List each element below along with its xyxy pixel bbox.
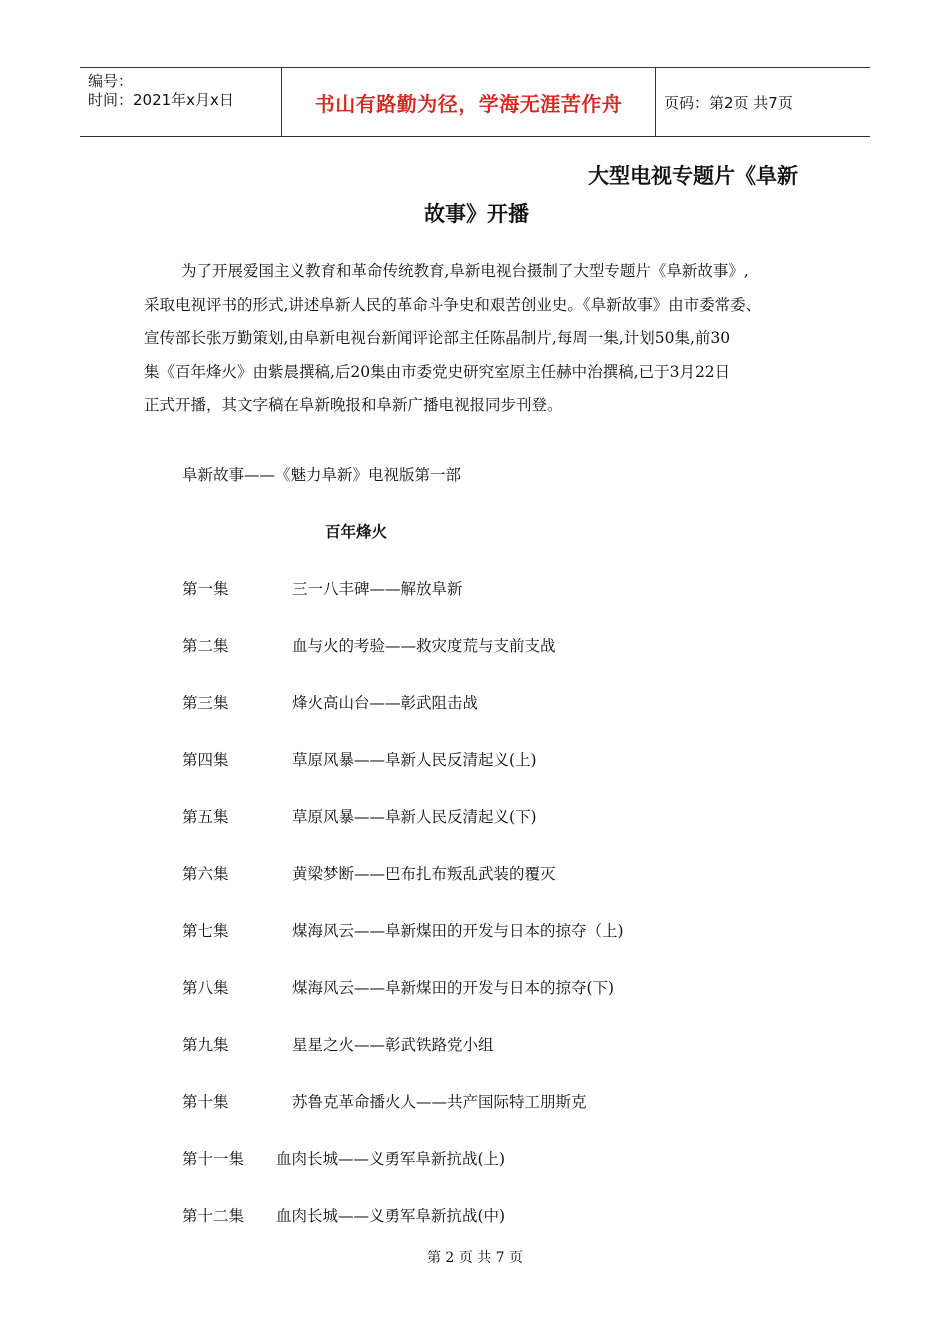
episode-row bbox=[182, 1204, 506, 1226]
episode-row bbox=[182, 919, 624, 941]
episode-title: 煤海风云——阜新煤田的开发与日本的掠夺（上) bbox=[292, 922, 624, 940]
episode-row bbox=[182, 748, 537, 770]
header-meta bbox=[80, 68, 282, 136]
article-title-line-2: 故事》开播 bbox=[424, 202, 529, 226]
episode-number: 第二集 bbox=[182, 637, 229, 655]
episode-number: 第五集 bbox=[182, 808, 229, 826]
intro-paragraph bbox=[144, 255, 834, 423]
episode-row bbox=[182, 577, 463, 599]
document-header bbox=[80, 67, 870, 137]
episode-row bbox=[182, 862, 556, 884]
code-label: 编号： bbox=[88, 72, 134, 90]
episode-row bbox=[182, 1090, 587, 1112]
episode-title: 煤海风云——阜新煤田的开发与日本的掠夺(下) bbox=[292, 979, 615, 997]
episode-number: 第三集 bbox=[182, 694, 229, 712]
time-label: 时间：2021年x月x日 bbox=[88, 91, 234, 109]
paragraph-line: 集《百年烽火》由紫晨撰稿,后20集由市委党史研究室原主任赫中治撰稿,已于3月22日 bbox=[144, 362, 731, 381]
episode-title: 草原风暴——阜新人民反清起义(上) bbox=[292, 751, 537, 769]
episode-row bbox=[182, 1033, 494, 1055]
episode-title: 星星之火——彰武铁路党小组 bbox=[292, 1036, 494, 1054]
episode-number: 第八集 bbox=[182, 979, 229, 997]
episode-title: 苏鲁克革命播火人——共产国际特工朋斯克 bbox=[292, 1093, 587, 1111]
episode-title: 血与火的考验——救灾度荒与支前支战 bbox=[292, 637, 556, 655]
episode-title: 血肉长城——义勇军阜新抗战(上) bbox=[276, 1150, 506, 1168]
episode-title: 黄梁梦断——巴布扎布叛乱武装的覆灭 bbox=[292, 865, 556, 883]
episode-number: 第十一集 bbox=[182, 1150, 245, 1168]
episode-row bbox=[182, 1147, 506, 1169]
episode-row bbox=[182, 634, 556, 656]
paragraph-line: 正式开播，其文字稿在阜新晚报和阜新广播电视报同步刊登。 bbox=[144, 396, 563, 414]
episode-title: 烽火高山台——彰武阻击战 bbox=[292, 694, 479, 712]
episode-number: 第七集 bbox=[182, 922, 229, 940]
series-label: 阜新故事——《魅力阜新》电视版第一部 bbox=[182, 466, 462, 484]
episode-number: 第十集 bbox=[182, 1093, 229, 1111]
episode-title: 血肉长城——义勇军阜新抗战(中) bbox=[276, 1207, 506, 1225]
header-page-info: 页码：第2页 共7页 bbox=[664, 93, 793, 112]
paragraph-line: 采取电视评书的形式,讲述阜新人民的革命斗争史和艰苦创业史。《阜新故事》由市委常委、 bbox=[144, 295, 762, 314]
episode-title: 草原风暴——阜新人民反清起义(下) bbox=[292, 808, 537, 826]
paragraph-line: 宣传部长张万勤策划,由阜新电视台新闻评论部主任陈晶制片,每周一集,计划50集,前30 bbox=[144, 329, 731, 347]
episode-number: 第六集 bbox=[182, 865, 229, 883]
episode-number: 第四集 bbox=[182, 751, 229, 769]
episode-title: 三一八丰碑——解放阜新 bbox=[292, 580, 463, 598]
header-motto: 书山有路勤为径，学海无涯苦作舟 bbox=[282, 68, 656, 136]
episode-number: 第九集 bbox=[182, 1036, 229, 1054]
episode-number: 第一集 bbox=[182, 580, 229, 598]
series-subtitle: 百年烽火 bbox=[325, 523, 388, 541]
paragraph-line: 为了开展爱国主义教育和革命传统教育,阜新电视台摄制了大型专题片《阜新故事》, bbox=[181, 262, 749, 280]
page-footer: 第 2 页 共 7 页 bbox=[426, 1250, 524, 1266]
episode-row bbox=[182, 805, 537, 827]
episode-row bbox=[182, 976, 615, 998]
episode-number: 第十二集 bbox=[182, 1207, 245, 1225]
episode-row bbox=[182, 691, 479, 713]
article-title-line-1: 大型电视专题片《阜新 bbox=[588, 164, 798, 188]
